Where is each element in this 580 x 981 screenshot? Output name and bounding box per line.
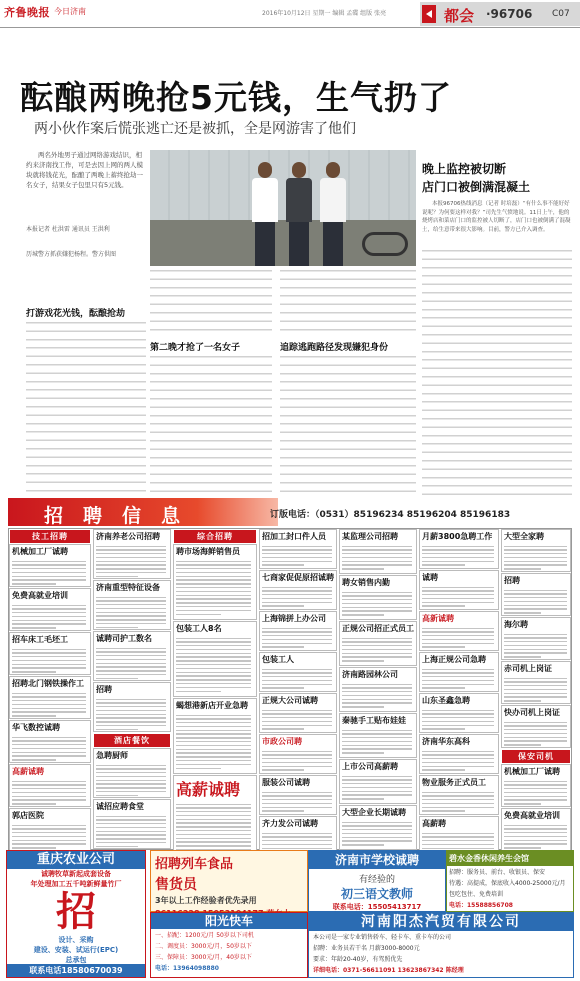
ad-title: 碧水金香休闲养生会馆	[447, 851, 573, 866]
ad-phone: 联系电话：15505413717	[332, 903, 422, 911]
edition-label: 今日济南	[54, 7, 86, 16]
classified-hotline: 订版电话：（0531）85196234 85196204 85196183	[270, 510, 511, 520]
ad-line: 二、调度员：3000元/月，50岁以下	[155, 943, 252, 950]
ad-henan-auto	[308, 912, 574, 978]
ad-title: 河南阳杰汽贸有限公司	[309, 913, 573, 931]
ad-line: 一、招配：1200元/月 50岁以下司机	[155, 932, 254, 939]
ad-jinan-school	[308, 850, 446, 912]
classified-ad-title: 聘女销售内勤	[342, 578, 390, 587]
classified-grid	[8, 528, 572, 850]
classified-ad-title: 聘市场海鲜销售员	[176, 547, 240, 556]
sidebar-body: 本报96706热线消息（记者 时培磊）“有什么事不能好好说呢？为何要这样对我？”司先生气愤地说。11日上午，他的烧烤店和菜店门口的监控被人切断了，店门口也被倒满了混凝土，给生意带来很大影响。目前，警方已介入调查。	[422, 201, 571, 233]
classified-ad-title: 急聘厨师	[96, 751, 128, 760]
dateline: 2016年10月12日 星期一 编辑 孟碟 组版 张亮	[262, 10, 387, 17]
ad-chongqing-agriculture	[6, 850, 146, 978]
classified-ad-title: 济南重型特征设备	[96, 583, 160, 592]
sidebar-headline: 晚上监控被切断 店门口被倒满混凝土	[422, 162, 531, 194]
classified-ad-title: 月薪3800急聘工作	[422, 532, 493, 541]
ad-line: 要求：年龄20-40岁，有驾照优先	[313, 956, 403, 963]
classified-ad	[339, 667, 417, 712]
classified-ad	[501, 661, 571, 704]
classified-ad-title: 招聘北门钢铁操作工	[12, 679, 84, 688]
ad-line: 3年以上工作经验者优先录用	[155, 896, 257, 905]
classified-ad-title: 济南养老公司招聘	[96, 532, 160, 541]
classified-ad	[93, 529, 171, 579]
classified-ad-title: 免费高就业培训	[12, 591, 68, 600]
classified-ad	[259, 570, 337, 610]
ad-phone: 电话：13964098880	[155, 965, 219, 972]
classified-ad	[501, 705, 571, 748]
classified-ad	[93, 682, 171, 732]
classified-ad	[339, 575, 417, 620]
ad-line: 本公司是一家专业销售轿车、轻卡车、重卡车的公司	[313, 934, 452, 941]
ad-title: 招聘列车食品	[155, 857, 234, 872]
classified-ad	[259, 775, 337, 815]
article-photo	[150, 150, 416, 266]
classified-ad-title: 高薪诚聘	[12, 767, 44, 776]
classified-ad-title: 上海锦拼上办公司	[262, 614, 326, 623]
ad-line: 建设、安装、试运行(EPC)	[33, 946, 119, 954]
subhead-second-night: 第二晚才抢了一名女子	[150, 343, 241, 353]
classified-ad-title: 高薪聘	[422, 819, 446, 828]
classified-ad	[9, 676, 91, 719]
classified-section-label: 技工招聘	[10, 530, 90, 543]
ad-title: 济南市学校诚聘	[309, 851, 445, 869]
ad-phone: 详细电话：0371-56611091 13623867342 陈经理	[313, 967, 464, 974]
classified-ad	[259, 529, 337, 569]
classified-ad-title: 市政公司聘	[262, 737, 302, 746]
subhead-tracking: 追踪逃跑路径发现嫌犯身份	[280, 343, 389, 353]
classified-ad	[501, 808, 571, 851]
classified-ad	[339, 529, 417, 574]
classified-ad	[93, 799, 171, 849]
ad-line: 待遇：高提成，保底收入4000-25000元/月	[449, 880, 566, 887]
ad-title: 阳光快车	[151, 913, 307, 929]
classified-ad-title: 招车床工毛坯工	[12, 635, 68, 644]
ad-yangguang-express	[150, 912, 308, 978]
ad-phone: 电话：15588856708	[449, 902, 513, 909]
classified-ad	[339, 805, 417, 850]
classified-ad-title: 免费高就业培训	[504, 811, 560, 820]
classified-ad	[419, 529, 499, 569]
classified-ad-title: 上市公司高薪聘	[342, 762, 398, 771]
classified-ad	[93, 631, 171, 681]
classified-ad-title: 海尔聘	[504, 620, 528, 629]
classified-ad-title: 机械加工厂诚聘	[12, 547, 68, 556]
ad-line: 招聘：服务员、前台、收银员、保安	[449, 869, 546, 876]
classified-ad-title: 正规大公司诚聘	[262, 696, 318, 705]
classified-ad-title: 齐力发公司诚聘	[262, 819, 318, 828]
photo-caption: 历城警方抓获嫌犯杨程。警方供图	[26, 251, 117, 258]
photo-officer-right	[318, 162, 348, 266]
classified-ad	[9, 632, 91, 675]
classified-ad-title: 济南华东高科	[422, 737, 470, 746]
article-headline: 酝酿两晚抢5元钱，生气扔了	[20, 78, 452, 117]
newspaper-logo: 齐鲁晚报	[4, 6, 50, 19]
classified-ad	[501, 764, 571, 807]
ad-line: 诚聘牧草新起成套设备	[41, 870, 111, 878]
photo-bicycle	[362, 232, 408, 256]
article-subhead: 两小伙作案后慌张逃亡还是被抓，全是网游害了他们	[34, 121, 356, 137]
ad-phone: 联系电话18580670039	[7, 964, 145, 977]
classified-ad-title: 蝎想港新店开业急聘	[176, 701, 248, 710]
classified-ad-title: 诚聘司护工数名	[96, 634, 152, 643]
page-number: C07	[552, 9, 570, 19]
classified-ad	[9, 544, 91, 587]
ad-subtitle: 售货员	[155, 877, 197, 893]
classified-ad	[419, 570, 499, 610]
classified-ad-title: 七商家促促原招诚聘	[262, 573, 334, 582]
classified-ad	[93, 748, 171, 798]
classified-ad-title: 赤司机上岗证	[504, 664, 552, 673]
classified-ad	[419, 775, 499, 815]
section-hotline: ·96706	[486, 7, 533, 21]
classified-ad-title: 济南路园林公司	[342, 670, 398, 679]
classified-ad-title: 郭店医院	[12, 811, 44, 820]
arrow-left-icon	[422, 5, 436, 23]
classified-ad	[339, 759, 417, 804]
classified-ad	[339, 713, 417, 758]
article-byline: 本报记者 杜洪雷 通讯员 王洪利	[26, 226, 110, 233]
ad-line: 设计、采购	[58, 936, 94, 944]
classified-ad	[501, 617, 571, 660]
classified-ad	[173, 544, 257, 620]
classified-ad	[173, 621, 257, 697]
section-name: 都会	[444, 7, 475, 25]
classified-ad-title: 服装公司诚聘	[262, 778, 310, 787]
classified-ad	[501, 529, 571, 572]
ad-line: 初三语文教师	[340, 887, 413, 901]
classified-ad	[93, 580, 171, 630]
classified-ad	[259, 611, 337, 651]
column-2-text-top	[150, 270, 272, 336]
classified-ad-title: 高薪诚聘	[176, 780, 241, 799]
classified-section-label: 保安司机	[502, 750, 570, 763]
classified-ad	[419, 693, 499, 733]
ad-bishui-spa	[446, 850, 574, 912]
section-tab	[420, 2, 580, 26]
classified-header	[8, 498, 572, 526]
classified-ad	[9, 808, 91, 851]
classified-ad	[259, 734, 337, 774]
classified-banner	[8, 498, 278, 526]
photo-officer-left	[250, 162, 280, 266]
subhead-gaming: 打游戏花光钱，酝酿抢劫	[26, 309, 126, 319]
classified-ad	[501, 573, 571, 616]
classified-ad-title: 招聘	[504, 576, 520, 585]
column-1-text	[26, 322, 146, 496]
classified-ad-title: 诚招应聘食堂	[96, 802, 144, 811]
photo-suspect	[284, 162, 314, 266]
classified-ad-title: 正规公司招正式员工	[342, 624, 414, 633]
classified-ad	[173, 775, 257, 851]
sidebar-body-lines	[422, 250, 572, 496]
classified-ad-title: 包装工人8名	[176, 624, 222, 633]
classified-ad	[9, 720, 91, 763]
classified-ad	[419, 734, 499, 774]
ad-line: 招聘：业务员若干名 月薪3000-8000元	[313, 945, 420, 952]
ad-line: 年处理加工五千吨新鲜量竹厂	[30, 880, 122, 888]
ad-line: 三、保障员：3000元/月，40岁以下	[155, 954, 252, 961]
classified-ad-title: 大型企业长期诚聘	[342, 808, 406, 817]
classified-ad-title: 物业服务正式员工	[422, 778, 486, 787]
classified-ad-title: 秦驰手工贴布娃娃	[342, 716, 406, 725]
ad-recruit-glyph: 招	[56, 888, 96, 935]
article-lead: 两名外地男子通过网络游戏结识，相约来济南找工作，可是去因上网的两人模块就将钱花光，酝酿了两晚上蓄终抢劫一名女子，结果女子包里只有5元钱。	[26, 151, 143, 189]
photo-wall	[150, 150, 416, 220]
ad-line: 有经验的	[358, 875, 395, 885]
classified-ad	[173, 698, 257, 774]
classified-section-label: 酒店餐饮	[94, 734, 170, 747]
classified-ad-title: 招聘	[96, 685, 112, 694]
ad-line: 总承包	[65, 956, 87, 964]
classified-ad-title: 山东圣鑫急聘	[422, 696, 470, 705]
classified-ad-title: 包装工人	[262, 655, 294, 664]
column-3-text	[280, 356, 416, 496]
classified-ad-title: 快办司机上岗证	[504, 708, 560, 717]
classified-ad-title: 上海正规公司急聘	[422, 655, 486, 664]
classified-ad-title: 大型全家聘	[504, 532, 544, 541]
classified-ad	[259, 693, 337, 733]
column-3-text-top	[280, 270, 416, 336]
classified-ad-title: 华飞数控诚聘	[12, 723, 60, 732]
classified-ad	[9, 764, 91, 807]
ad-train-food	[150, 850, 308, 912]
classified-ad-title: 机械加工厂诚聘	[504, 767, 560, 776]
classified-ad-title: 高新诚聘	[422, 614, 454, 623]
classified-ad-title: 招加工封口件人员	[262, 532, 326, 541]
classified-ad	[259, 652, 337, 692]
classified-section-label: 综合招聘	[174, 530, 256, 543]
column-2-text	[150, 356, 272, 496]
classified-title: 招聘信息	[44, 505, 201, 527]
classified-ad	[419, 611, 499, 651]
classified-ad	[339, 621, 417, 666]
classified-ad-title: 某监理公司招聘	[342, 532, 398, 541]
classified-ad	[419, 652, 499, 692]
ad-title: 重庆农业公司	[7, 851, 145, 869]
ad-line: 包吃包住、免费培训	[449, 891, 504, 898]
classified-ad-title: 诚聘	[422, 573, 438, 582]
masthead	[0, 0, 580, 28]
classified-ad	[9, 588, 91, 631]
